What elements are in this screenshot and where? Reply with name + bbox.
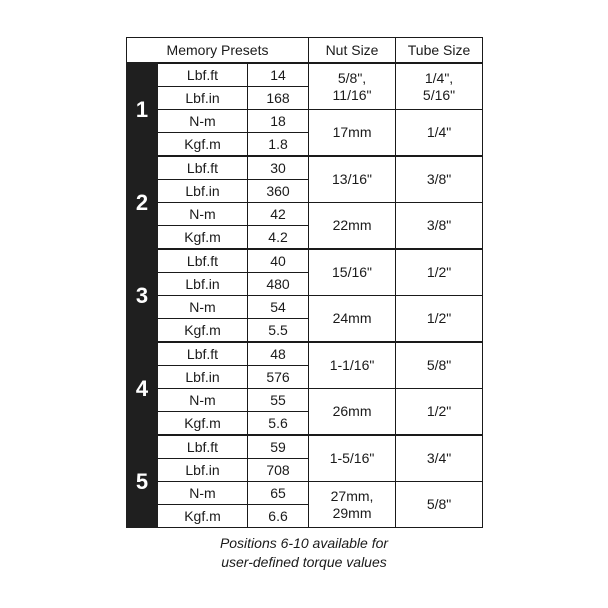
table-row xyxy=(127,63,483,87)
unit-cell: Lbf.ft xyxy=(158,63,248,87)
table-row xyxy=(127,482,483,505)
unit-cell: Lbf.ft xyxy=(158,342,248,366)
table-row xyxy=(127,435,483,459)
nut-size-header: Nut Size xyxy=(309,38,396,64)
torque-value-cell: 168 xyxy=(248,87,309,110)
preset-number: 2 xyxy=(127,156,158,249)
footnote-line-2: user-defined torque values xyxy=(221,554,387,570)
tube-size-cell: 3/8" xyxy=(396,203,483,250)
tube-size-cell: 1/2" xyxy=(396,389,483,436)
torque-value-cell: 360 xyxy=(248,180,309,203)
tube-size-cell: 3/8" xyxy=(396,156,483,203)
unit-cell: N-m xyxy=(158,482,248,505)
torque-value-cell: 708 xyxy=(248,459,309,482)
torque-value-cell: 6.6 xyxy=(248,505,309,528)
torque-value-cell: 59 xyxy=(248,435,309,459)
torque-value-cell: 54 xyxy=(248,296,309,319)
unit-cell: Lbf.ft xyxy=(158,435,248,459)
table-row xyxy=(127,342,483,366)
tube-size-cell: 1/4", 5/16" xyxy=(396,63,483,110)
footnote xyxy=(126,534,482,572)
unit-cell: Lbf.ft xyxy=(158,156,248,180)
unit-cell: N-m xyxy=(158,296,248,319)
unit-cell: Lbf.in xyxy=(158,459,248,482)
unit-cell: N-m xyxy=(158,203,248,226)
unit-cell: Kgf.m xyxy=(158,412,248,436)
tube-size-cell: 5/8" xyxy=(396,482,483,528)
unit-cell: Kgf.m xyxy=(158,319,248,343)
nut-size-cell: 24mm xyxy=(309,296,396,343)
torque-value-cell: 30 xyxy=(248,156,309,180)
tube-size-header: Tube Size xyxy=(396,38,483,64)
torque-value-cell: 5.5 xyxy=(248,319,309,343)
unit-cell: Kgf.m xyxy=(158,505,248,528)
table-row xyxy=(127,110,483,133)
torque-value-cell: 5.6 xyxy=(248,412,309,436)
preset-number: 4 xyxy=(127,342,158,435)
nut-size-cell: 22mm xyxy=(309,203,396,250)
preset-number: 5 xyxy=(127,435,158,528)
memory-presets-header: Memory Presets xyxy=(127,38,309,64)
unit-cell: Kgf.m xyxy=(158,226,248,250)
unit-cell: Lbf.in xyxy=(158,273,248,296)
table-row xyxy=(127,296,483,319)
tube-size-cell: 1/2" xyxy=(396,249,483,296)
unit-cell: N-m xyxy=(158,110,248,133)
torque-value-cell: 1.8 xyxy=(248,133,309,157)
nut-size-cell: 13/16" xyxy=(309,156,396,203)
unit-cell: Lbf.in xyxy=(158,180,248,203)
table-header-row xyxy=(127,38,483,64)
table-row xyxy=(127,249,483,273)
torque-value-cell: 40 xyxy=(248,249,309,273)
unit-cell: Lbf.ft xyxy=(158,249,248,273)
table-row xyxy=(127,389,483,412)
unit-cell: Kgf.m xyxy=(158,133,248,157)
torque-value-cell: 4.2 xyxy=(248,226,309,250)
preset-number: 3 xyxy=(127,249,158,342)
footnote-line-1: Positions 6-10 available for xyxy=(219,535,389,551)
preset-table-body xyxy=(127,63,483,528)
torque-value-cell: 18 xyxy=(248,110,309,133)
nut-size-cell: 1-5/16" xyxy=(309,435,396,482)
torque-value-cell: 48 xyxy=(248,342,309,366)
tube-size-cell: 3/4" xyxy=(396,435,483,482)
tube-size-cell: 1/4" xyxy=(396,110,483,157)
torque-preset-table-container xyxy=(126,37,482,528)
nut-size-cell: 5/8", 11/16" xyxy=(309,63,396,110)
tube-size-cell: 5/8" xyxy=(396,342,483,389)
unit-cell: Lbf.in xyxy=(158,87,248,110)
table-row xyxy=(127,203,483,226)
torque-preset-table xyxy=(126,37,483,528)
preset-number: 1 xyxy=(127,63,158,156)
nut-size-cell: 17mm xyxy=(309,110,396,157)
unit-cell: N-m xyxy=(158,389,248,412)
torque-value-cell: 42 xyxy=(248,203,309,226)
tube-size-cell: 1/2" xyxy=(396,296,483,343)
table-row xyxy=(127,156,483,180)
torque-value-cell: 65 xyxy=(248,482,309,505)
torque-value-cell: 55 xyxy=(248,389,309,412)
torque-value-cell: 576 xyxy=(248,366,309,389)
nut-size-cell: 1-1/16" xyxy=(309,342,396,389)
unit-cell: Lbf.in xyxy=(158,366,248,389)
torque-value-cell: 14 xyxy=(248,63,309,87)
torque-value-cell: 480 xyxy=(248,273,309,296)
nut-size-cell: 15/16" xyxy=(309,249,396,296)
nut-size-cell: 27mm, 29mm xyxy=(309,482,396,528)
nut-size-cell: 26mm xyxy=(309,389,396,436)
